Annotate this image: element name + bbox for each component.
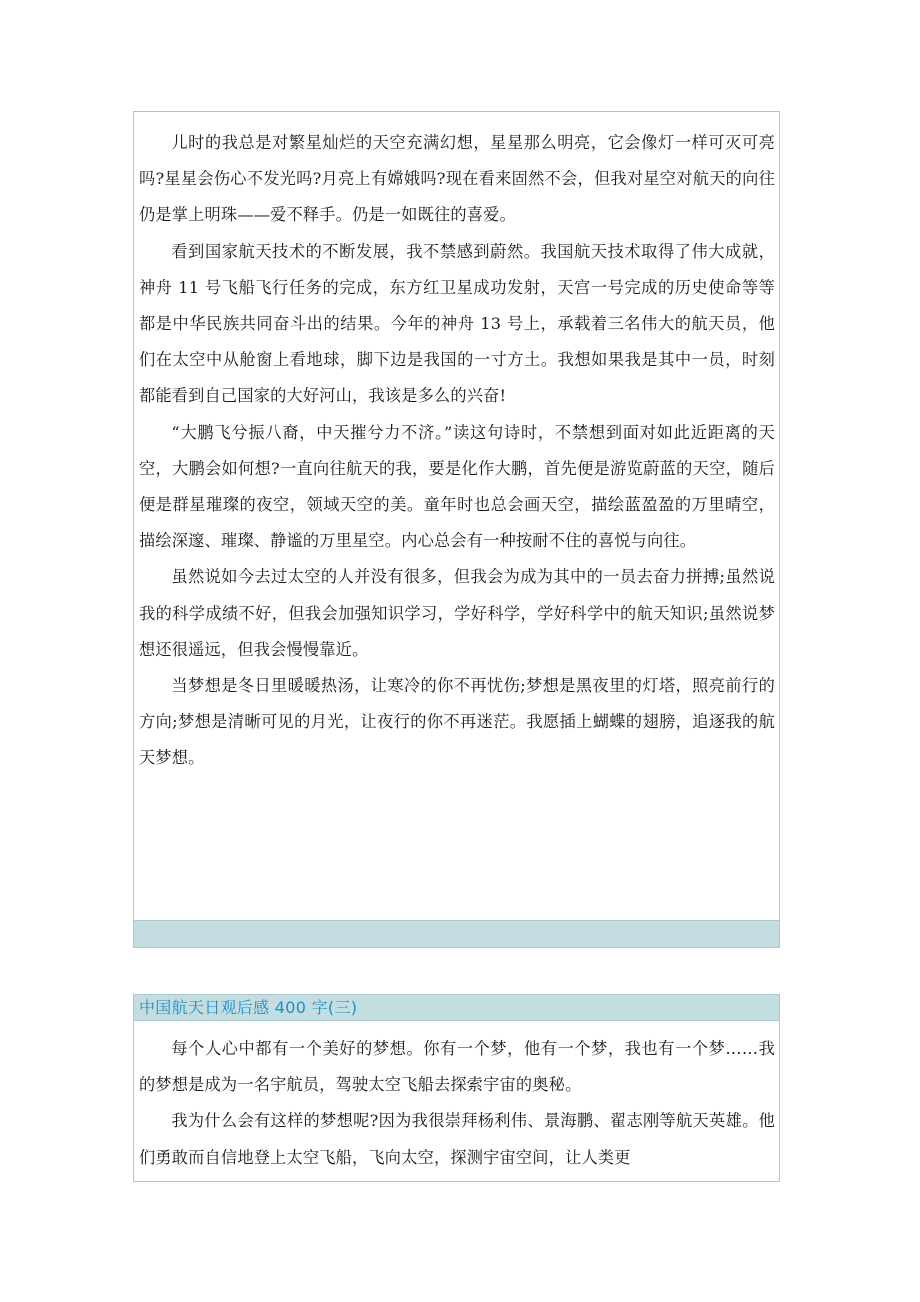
paragraph: 每个人心中都有一个美好的梦想。你有一个梦，他有一个梦，我也有一个梦……我的梦想是成为一名宇航员，驾驶太空飞船去探索宇宙的奥秘。: [139, 1039, 775, 1095]
paragraph: “大鹏飞兮振八裔，中天摧兮力不济。”读这句诗时，不禁想到面对如此近距离的天空，大鹏会如何想?一直向往航天的我，要是化作大鹏，首先便是游览蔚蓝的天空，随后便是群星璀璨的夜空，领域天空的美。童年时也总会画天空，描绘蓝盈盈的万里晴空，描绘深邃、璀璨、静谧的万里星空。内心总会有一种按耐不住的喜悦与向往。: [139, 422, 775, 551]
section-1-body: [134, 112, 779, 777]
paragraph: 儿时的我总是对繁星灿烂的天空充满幻想，星星那么明亮，它会像灯一样可灭可亮吗?星星会伤心不发光吗?月亮上有嫦娥吗?现在看来固然不会，但我对星空对航天的向往仍是掌上明珠——爱不释手。仍是一如既往的喜爱。: [139, 133, 775, 225]
paragraph: 当梦想是冬日里暖暖热汤，让寒冷的你不再忧伤;梦想是黑夜里的灯塔，照亮前行的方向;梦想是清晰可见的月光，让夜行的你不再迷茫。我愿插上蝴蝶的翅膀，追逐我的航天梦想。: [139, 676, 775, 768]
paragraph: 虽然说如今去过太空的人并没有很多，但我会为成为其中的一员去奋力拼搏;虽然说我的科学成绩不好，但我会加强知识学习，学好科学，学好科学中的航天知识;虽然说梦想还很遥远，但我会慢慢靠近。: [139, 567, 775, 659]
section-2-title-band: [134, 995, 779, 1021]
paragraph: 看到国家航天技术的不断发展，我不禁感到蔚然。我国航天技术取得了伟大成就，神舟 11 号飞船飞行任务的完成，东方红卫星成功发射，天宫一号完成的历史使命等等都是中华民族共同奋斗出的结果。今年的神舟 13 号上，承载着三名伟大的航天员，他们在太空中从舱窗上看地球，脚下边是我国的一寸方土。我想如果我是其中一员，时刻都能看到自己国家的大好河山，我该是多么的兴奋!: [139, 241, 775, 406]
section-2-body: [134, 1021, 779, 1176]
section-title: 中国航天日观后感 400 字(三): [139, 998, 358, 1017]
essay-section-2: [133, 994, 780, 1182]
section-1-footer-band: [134, 920, 779, 947]
essay-section-1: [133, 111, 780, 948]
paragraph: 我为什么会有这样的梦想呢?因为我很崇拜杨利伟、景海鹏、翟志刚等航天英雄。他们勇敢而自信地登上太空飞船，飞向太空，探测宇宙空间，让人类更: [139, 1111, 775, 1167]
